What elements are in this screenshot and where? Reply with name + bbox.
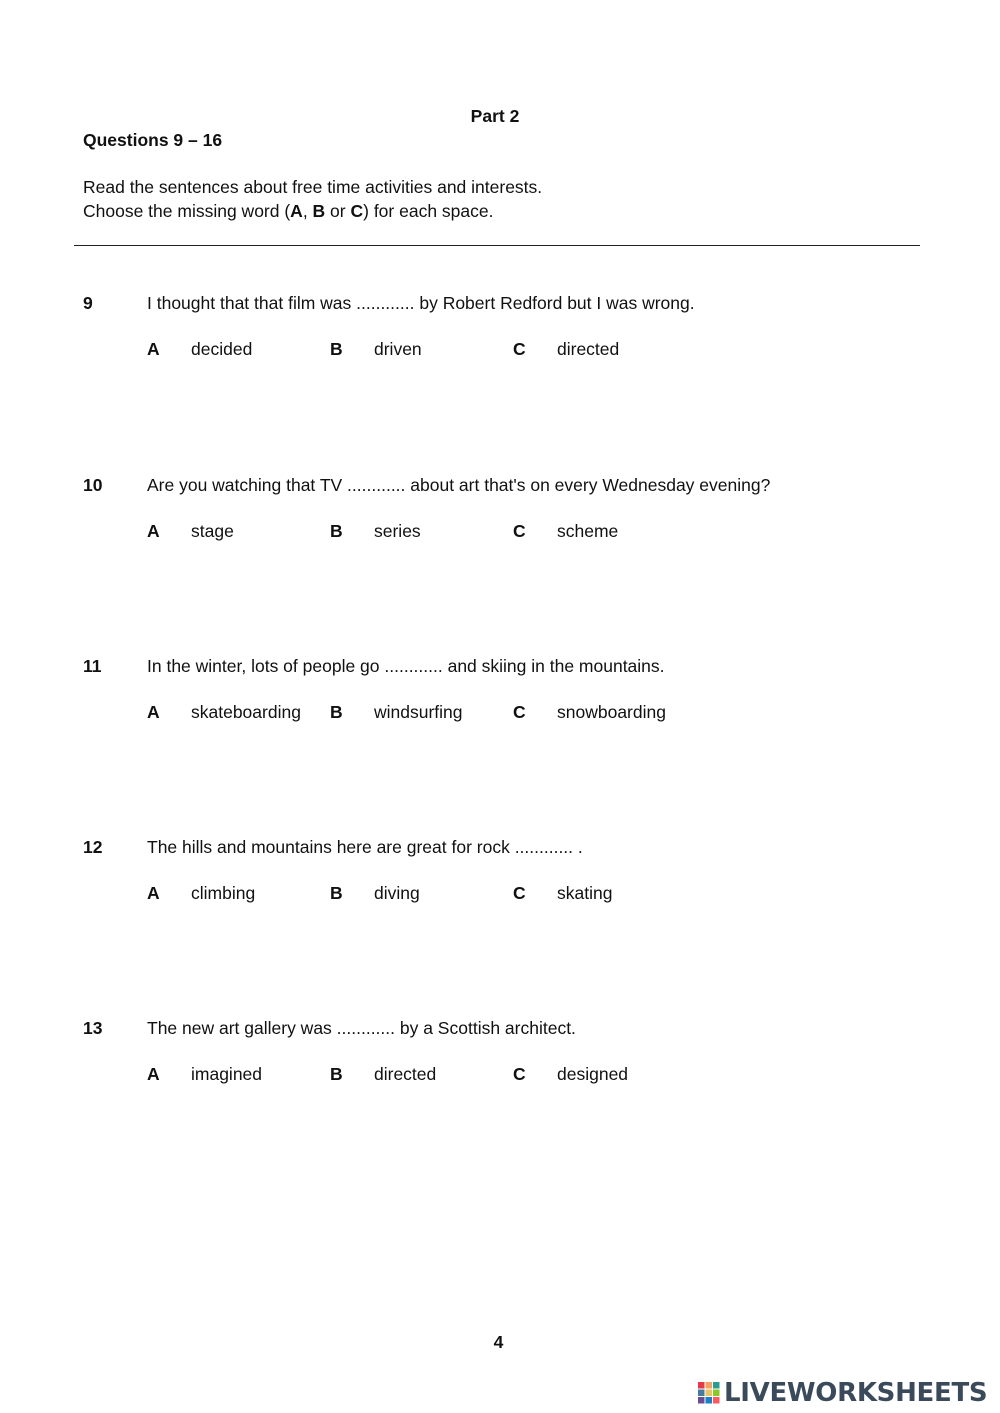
- option-a[interactable]: skateboarding: [191, 702, 301, 722]
- section-divider: [74, 245, 920, 246]
- option-a[interactable]: decided: [191, 339, 253, 359]
- page-number: 4: [493, 1332, 504, 1352]
- question-text: Are you watching that TV ............ about art that's on every Wednesday evening?: [147, 475, 771, 495]
- question-text: I thought that that film was ............ by Robert Redford but I was wrong.: [147, 293, 695, 313]
- question-text: The new art gallery was ............ by a Scottish architect.: [147, 1018, 576, 1038]
- option-b[interactable]: series: [374, 521, 421, 541]
- question-number: 11: [83, 656, 102, 676]
- option-letter-a: A: [147, 702, 160, 722]
- question-item: [0, 656, 1000, 736]
- option-a[interactable]: stage: [191, 521, 234, 541]
- logo-text: LIVEWORKSHEETS: [724, 1378, 988, 1408]
- instruction-or: or: [325, 201, 351, 221]
- option-letter-c: C: [513, 1064, 526, 1084]
- question-item: [0, 1018, 1000, 1098]
- option-letter-b: B: [330, 702, 343, 722]
- question-number: 10: [83, 475, 103, 495]
- option-letter-a: A: [147, 883, 160, 903]
- option-letter-a: A: [147, 339, 160, 359]
- question-item: [0, 837, 1000, 917]
- option-a[interactable]: climbing: [191, 883, 256, 903]
- option-b[interactable]: driven: [374, 339, 422, 359]
- option-letter-c: C: [513, 521, 526, 541]
- liveworksheets-logo: [697, 1378, 987, 1408]
- question-item: [0, 475, 1000, 555]
- option-letter-c: C: [513, 339, 526, 359]
- question-text: In the winter, lots of people go ............ and skiing in the mountains.: [147, 656, 665, 676]
- instruction-line-1: Read the sentences about free time activities and interests.: [83, 177, 543, 197]
- option-b[interactable]: directed: [374, 1064, 437, 1084]
- question-item: [0, 293, 1000, 373]
- option-letter-b: B: [330, 883, 343, 903]
- option-c[interactable]: designed: [557, 1064, 629, 1084]
- instruction-separator: ,: [302, 201, 313, 221]
- option-letter-a: A: [147, 1064, 160, 1084]
- option-c[interactable]: scheme: [557, 521, 619, 541]
- instruction-text-end: ) for each space.: [363, 201, 494, 221]
- questions-range-heading: Questions 9 – 16: [83, 130, 223, 150]
- liveworksheets-logo-icon: [697, 1381, 721, 1405]
- question-text: The hills and mountains here are great for rock ............ .: [147, 837, 583, 857]
- option-letter-b: B: [330, 521, 343, 541]
- option-b[interactable]: diving: [374, 883, 420, 903]
- option-c[interactable]: skating: [557, 883, 613, 903]
- instruction-text: Choose the missing word (: [83, 201, 291, 221]
- option-letter-a: A: [147, 521, 160, 541]
- option-c[interactable]: directed: [557, 339, 620, 359]
- part-title: Part 2: [470, 106, 520, 126]
- option-letter-b: B: [330, 1064, 343, 1084]
- option-b[interactable]: windsurfing: [374, 702, 463, 722]
- question-number: 9: [83, 293, 93, 313]
- instruction-line-2: [83, 201, 493, 222]
- option-letter-c: C: [513, 883, 526, 903]
- instruction-option-b: B: [312, 201, 326, 221]
- option-letter-c: C: [513, 702, 526, 722]
- question-number: 12: [83, 837, 103, 857]
- option-letter-b: B: [330, 339, 343, 359]
- instruction-option-a: A: [290, 201, 303, 221]
- instruction-option-c: C: [350, 201, 364, 221]
- option-a[interactable]: imagined: [191, 1064, 263, 1084]
- option-c[interactable]: snowboarding: [557, 702, 666, 722]
- question-number: 13: [83, 1018, 103, 1038]
